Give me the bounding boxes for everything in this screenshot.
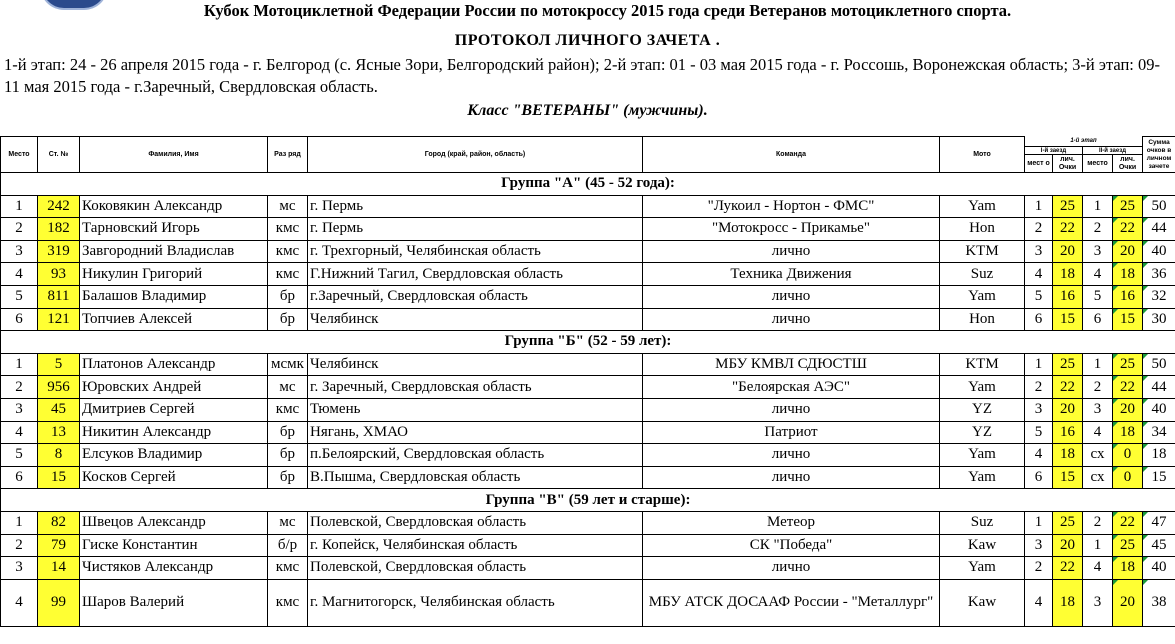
col-place: Место <box>1 137 38 173</box>
cell-no: 79 <box>38 534 80 557</box>
cell-place: 2 <box>1 376 38 399</box>
cell-name: Чистяков Александр <box>80 557 268 580</box>
cell-team: лично <box>643 240 940 263</box>
cell-s2: 15 <box>1113 308 1143 331</box>
cell-rank: бр <box>268 308 308 331</box>
cell-p1: 3 <box>1025 534 1053 557</box>
cell-city: п.Белоярский, Свердловская область <box>308 444 643 467</box>
cell-rank: мсмк <box>268 353 308 376</box>
cell-sum: 44 <box>1143 218 1175 241</box>
cell-rank: бр <box>268 285 308 308</box>
col-name: Фамилия, Имя <box>80 137 268 173</box>
col-start-no: Ст. № <box>38 137 80 173</box>
cell-city: Нягань, ХМАО <box>308 421 643 444</box>
cell-p2: 2 <box>1083 218 1113 241</box>
cell-city: Челябинск <box>308 308 643 331</box>
cell-team: Метеор <box>643 511 940 534</box>
cell-s2: 0 <box>1113 466 1143 489</box>
cell-team: "Белоярская АЭС" <box>643 376 940 399</box>
table-row <box>1 444 1175 467</box>
cell-place: 5 <box>1 285 38 308</box>
cell-moto: Hon <box>940 308 1025 331</box>
cell-s2: 16 <box>1113 285 1143 308</box>
cell-s1: 18 <box>1053 579 1083 626</box>
cell-p1: 3 <box>1025 398 1053 421</box>
table-row <box>1 511 1175 534</box>
cell-name: Никитин Александр <box>80 421 268 444</box>
cell-no: 956 <box>38 376 80 399</box>
group-title: Группа "В" (59 лет и старше): <box>1 489 1175 512</box>
cell-team: "Мотокросс - Прикамье" <box>643 218 940 241</box>
cell-sum: 50 <box>1143 353 1175 376</box>
cell-sum: 15 <box>1143 466 1175 489</box>
cell-name: Шаров Валерий <box>80 579 268 626</box>
cell-no: 93 <box>38 263 80 286</box>
cell-name: Топчиев Алексей <box>80 308 268 331</box>
group-header-row <box>1 331 1175 354</box>
cell-moto: Suz <box>940 511 1025 534</box>
cell-team: Техника Движения <box>643 263 940 286</box>
cell-team: Патриот <box>643 421 940 444</box>
cell-name: Косков Сергей <box>80 466 268 489</box>
cell-p1: 4 <box>1025 444 1053 467</box>
cell-city: г. Пермь <box>308 195 643 218</box>
cell-p2: сх <box>1083 466 1113 489</box>
cell-no: 5 <box>38 353 80 376</box>
cell-p2: 3 <box>1083 398 1113 421</box>
col-race1-place: мест о <box>1025 155 1053 173</box>
cell-city: г. Заречный, Свердловская область <box>308 376 643 399</box>
cell-team: лично <box>643 398 940 421</box>
cell-city: Челябинск <box>308 353 643 376</box>
cell-rank: мс <box>268 376 308 399</box>
col-stage: 1-й этап <box>1025 137 1143 147</box>
cell-s2: 25 <box>1113 353 1143 376</box>
table-row <box>1 263 1175 286</box>
cell-place: 6 <box>1 308 38 331</box>
cell-no: 8 <box>38 444 80 467</box>
cell-s2: 22 <box>1113 511 1143 534</box>
cell-p1: 3 <box>1025 240 1053 263</box>
cell-place: 1 <box>1 195 38 218</box>
cell-no: 14 <box>38 557 80 580</box>
cell-city: г.Заречный, Свердловская область <box>308 285 643 308</box>
class-title: Класс "ВЕТЕРАНЫ" (мужчины). <box>467 102 708 119</box>
cell-team: лично <box>643 557 940 580</box>
cell-s1: 18 <box>1053 444 1083 467</box>
cell-s2: 22 <box>1113 218 1143 241</box>
cell-s2: 20 <box>1113 579 1143 626</box>
cell-p2: 3 <box>1083 240 1113 263</box>
cell-name: Юровских Андрей <box>80 376 268 399</box>
stages-info: 1-й этап: 24 - 26 апреля 2015 года - г. Белгород (с. Ясные Зори, Белгородский район); 2-й этап: 01 - 03 мая 2015 года - г. Россошь, Воронежская область; 3-й этап: 09-11 мая 2015 года - г.Заречный, Свердловская область. <box>4 55 1160 96</box>
cell-rank: кмс <box>268 557 308 580</box>
cell-name: Тарновский Игорь <box>80 218 268 241</box>
cell-s1: 18 <box>1053 263 1083 286</box>
cell-moto: Yam <box>940 376 1025 399</box>
cell-rank: кмс <box>268 218 308 241</box>
cell-city: г. Трехгорный, Челябинская область <box>308 240 643 263</box>
cell-s2: 20 <box>1113 398 1143 421</box>
cell-place: 2 <box>1 218 38 241</box>
cell-name: Завгородний Владислав <box>80 240 268 263</box>
cell-place: 1 <box>1 511 38 534</box>
cell-sum: 40 <box>1143 557 1175 580</box>
document-title: Кубок Мотоциклетной Федерации России по мотокроссу 2015 года среди Ветеранов мотоциклетного спорта. <box>203 1 1012 20</box>
cell-p1: 4 <box>1025 579 1053 626</box>
cell-place: 3 <box>1 240 38 263</box>
table-row <box>1 218 1175 241</box>
table-row <box>1 285 1175 308</box>
table-row <box>1 534 1175 557</box>
cell-sum: 32 <box>1143 285 1175 308</box>
group-header-row <box>1 489 1175 512</box>
col-team: Команда <box>643 137 940 173</box>
cell-s1: 20 <box>1053 534 1083 557</box>
cell-s1: 22 <box>1053 376 1083 399</box>
cell-no: 811 <box>38 285 80 308</box>
cell-team: МБУ АТСК ДОСААФ России - "Металлург" <box>643 579 940 626</box>
cell-place: 3 <box>1 398 38 421</box>
cell-s2: 0 <box>1113 444 1143 467</box>
cell-p2: 3 <box>1083 579 1113 626</box>
table-row <box>1 579 1175 626</box>
cell-no: 15 <box>38 466 80 489</box>
cell-p2: 1 <box>1083 353 1113 376</box>
cell-s1: 20 <box>1053 240 1083 263</box>
cell-rank: мс <box>268 511 308 534</box>
cell-no: 242 <box>38 195 80 218</box>
cell-moto: Yam <box>940 557 1025 580</box>
cell-place: 2 <box>1 534 38 557</box>
cell-rank: кмс <box>268 263 308 286</box>
cell-sum: 18 <box>1143 444 1175 467</box>
cell-rank: бр <box>268 421 308 444</box>
col-race1: I-й заезд <box>1025 147 1083 155</box>
table-row <box>1 398 1175 421</box>
protocol-title: ПРОТОКОЛ ЛИЧНОГО ЗАЧЕТА . <box>454 32 721 49</box>
cell-p2: 1 <box>1083 195 1113 218</box>
table-row <box>1 466 1175 489</box>
cell-s2: 25 <box>1113 195 1143 218</box>
cell-p2: 2 <box>1083 511 1113 534</box>
cell-place: 4 <box>1 263 38 286</box>
cell-sum: 38 <box>1143 579 1175 626</box>
cell-p1: 4 <box>1025 263 1053 286</box>
cell-sum: 40 <box>1143 398 1175 421</box>
cell-p1: 5 <box>1025 421 1053 444</box>
cell-s2: 18 <box>1113 263 1143 286</box>
cell-team: лично <box>643 308 940 331</box>
cell-place: 6 <box>1 466 38 489</box>
table-row <box>1 353 1175 376</box>
col-city: Город (край, район, область) <box>308 137 643 173</box>
col-race1-points: лич. Очки <box>1053 155 1083 173</box>
cell-no: 121 <box>38 308 80 331</box>
cell-s1: 25 <box>1053 195 1083 218</box>
cell-p2: 4 <box>1083 421 1113 444</box>
cell-name: Коковякин Александр <box>80 195 268 218</box>
cell-sum: 47 <box>1143 511 1175 534</box>
col-race2: II-й заезд <box>1083 147 1143 155</box>
cell-rank: б/р <box>268 534 308 557</box>
cell-city: г. Магнитогорск, Челябинская область <box>308 579 643 626</box>
group-title: Группа "А" (45 - 52 года): <box>1 173 1175 196</box>
col-rank: Раз ряд <box>268 137 308 173</box>
cell-s1: 22 <box>1053 557 1083 580</box>
cell-sum: 36 <box>1143 263 1175 286</box>
cell-team: лично <box>643 466 940 489</box>
cell-moto: YZ <box>940 398 1025 421</box>
cell-moto: Yam <box>940 444 1025 467</box>
col-race2-place: место <box>1083 155 1113 173</box>
cell-team: СК "Победа" <box>643 534 940 557</box>
cell-no: 99 <box>38 579 80 626</box>
cell-s2: 18 <box>1113 557 1143 580</box>
cell-city: В.Пышма, Свердловская область <box>308 466 643 489</box>
cell-p2: 2 <box>1083 376 1113 399</box>
cell-p2: сх <box>1083 444 1113 467</box>
table-row <box>1 376 1175 399</box>
cell-rank: кмс <box>268 398 308 421</box>
cell-place: 4 <box>1 579 38 626</box>
cell-s2: 25 <box>1113 534 1143 557</box>
cell-p1: 6 <box>1025 308 1053 331</box>
table-row <box>1 195 1175 218</box>
cell-p1: 5 <box>1025 285 1053 308</box>
cell-no: 13 <box>38 421 80 444</box>
cell-sum: 44 <box>1143 376 1175 399</box>
cell-p1: 2 <box>1025 557 1053 580</box>
cell-p2: 6 <box>1083 308 1113 331</box>
cell-s1: 25 <box>1053 511 1083 534</box>
cell-name: Балашов Владимир <box>80 285 268 308</box>
results-table <box>0 136 1175 627</box>
cell-name: Швецов Александр <box>80 511 268 534</box>
cell-p1: 1 <box>1025 195 1053 218</box>
cell-p1: 1 <box>1025 511 1053 534</box>
cell-place: 3 <box>1 557 38 580</box>
cell-moto: Kaw <box>940 534 1025 557</box>
cell-s2: 20 <box>1113 240 1143 263</box>
cell-moto: Kaw <box>940 579 1025 626</box>
cell-moto: Hon <box>940 218 1025 241</box>
cell-s2: 22 <box>1113 376 1143 399</box>
cell-sum: 45 <box>1143 534 1175 557</box>
cell-team: лично <box>643 444 940 467</box>
table-row <box>1 421 1175 444</box>
cell-s1: 20 <box>1053 398 1083 421</box>
cell-moto: YZ <box>940 421 1025 444</box>
cell-sum: 30 <box>1143 308 1175 331</box>
cell-city: Полевской, Свердловская область <box>308 511 643 534</box>
cell-p1: 2 <box>1025 376 1053 399</box>
cell-moto: KTM <box>940 353 1025 376</box>
cell-p2: 4 <box>1083 557 1113 580</box>
col-race2-points: лич. Очки <box>1113 155 1143 173</box>
cell-moto: KTM <box>940 240 1025 263</box>
cell-s1: 16 <box>1053 285 1083 308</box>
cell-moto: Yam <box>940 285 1025 308</box>
cell-no: 182 <box>38 218 80 241</box>
cell-s1: 16 <box>1053 421 1083 444</box>
cell-sum: 50 <box>1143 195 1175 218</box>
cell-no: 319 <box>38 240 80 263</box>
cell-moto: Yam <box>940 466 1025 489</box>
cell-p1: 1 <box>1025 353 1053 376</box>
cell-city: Полевской, Свердловская область <box>308 557 643 580</box>
cell-rank: бр <box>268 444 308 467</box>
cell-city: Тюмень <box>308 398 643 421</box>
cell-name: Никулин Григорий <box>80 263 268 286</box>
cell-team: МБУ КМВЛ СДЮСТШ <box>643 353 940 376</box>
cell-place: 4 <box>1 421 38 444</box>
cell-s1: 15 <box>1053 466 1083 489</box>
cell-name: Дмитриев Сергей <box>80 398 268 421</box>
col-moto: Мото <box>940 137 1025 173</box>
cell-name: Елсуков Владимир <box>80 444 268 467</box>
cell-name: Платонов Александр <box>80 353 268 376</box>
col-sum: Сумма очков в личном зачете <box>1143 137 1175 173</box>
cell-s2: 18 <box>1113 421 1143 444</box>
cell-place: 1 <box>1 353 38 376</box>
cell-no: 82 <box>38 511 80 534</box>
cell-p2: 5 <box>1083 285 1113 308</box>
cell-moto: Suz <box>940 263 1025 286</box>
cell-p2: 1 <box>1083 534 1113 557</box>
table-row <box>1 240 1175 263</box>
cell-p2: 4 <box>1083 263 1113 286</box>
table-row <box>1 557 1175 580</box>
cell-team: "Лукоил - Нортон - ФМС" <box>643 195 940 218</box>
cell-rank: кмс <box>268 240 308 263</box>
cell-s1: 25 <box>1053 353 1083 376</box>
cell-p1: 6 <box>1025 466 1053 489</box>
cell-rank: мс <box>268 195 308 218</box>
cell-p1: 2 <box>1025 218 1053 241</box>
cell-city: Г.Нижний Тагил, Свердловская область <box>308 263 643 286</box>
cell-rank: бр <box>268 466 308 489</box>
cell-team: лично <box>643 285 940 308</box>
cell-no: 45 <box>38 398 80 421</box>
cell-name: Гиске Константин <box>80 534 268 557</box>
group-title: Группа "Б" (52 - 59 лет): <box>1 331 1175 354</box>
cell-s1: 22 <box>1053 218 1083 241</box>
cell-city: г. Копейск, Челябинская область <box>308 534 643 557</box>
cell-s1: 15 <box>1053 308 1083 331</box>
cell-city: г. Пермь <box>308 218 643 241</box>
cell-sum: 40 <box>1143 240 1175 263</box>
cell-sum: 34 <box>1143 421 1175 444</box>
cell-place: 5 <box>1 444 38 467</box>
cell-moto: Yam <box>940 195 1025 218</box>
group-header-row <box>1 173 1175 196</box>
table-row <box>1 308 1175 331</box>
cell-rank: кмс <box>268 579 308 626</box>
